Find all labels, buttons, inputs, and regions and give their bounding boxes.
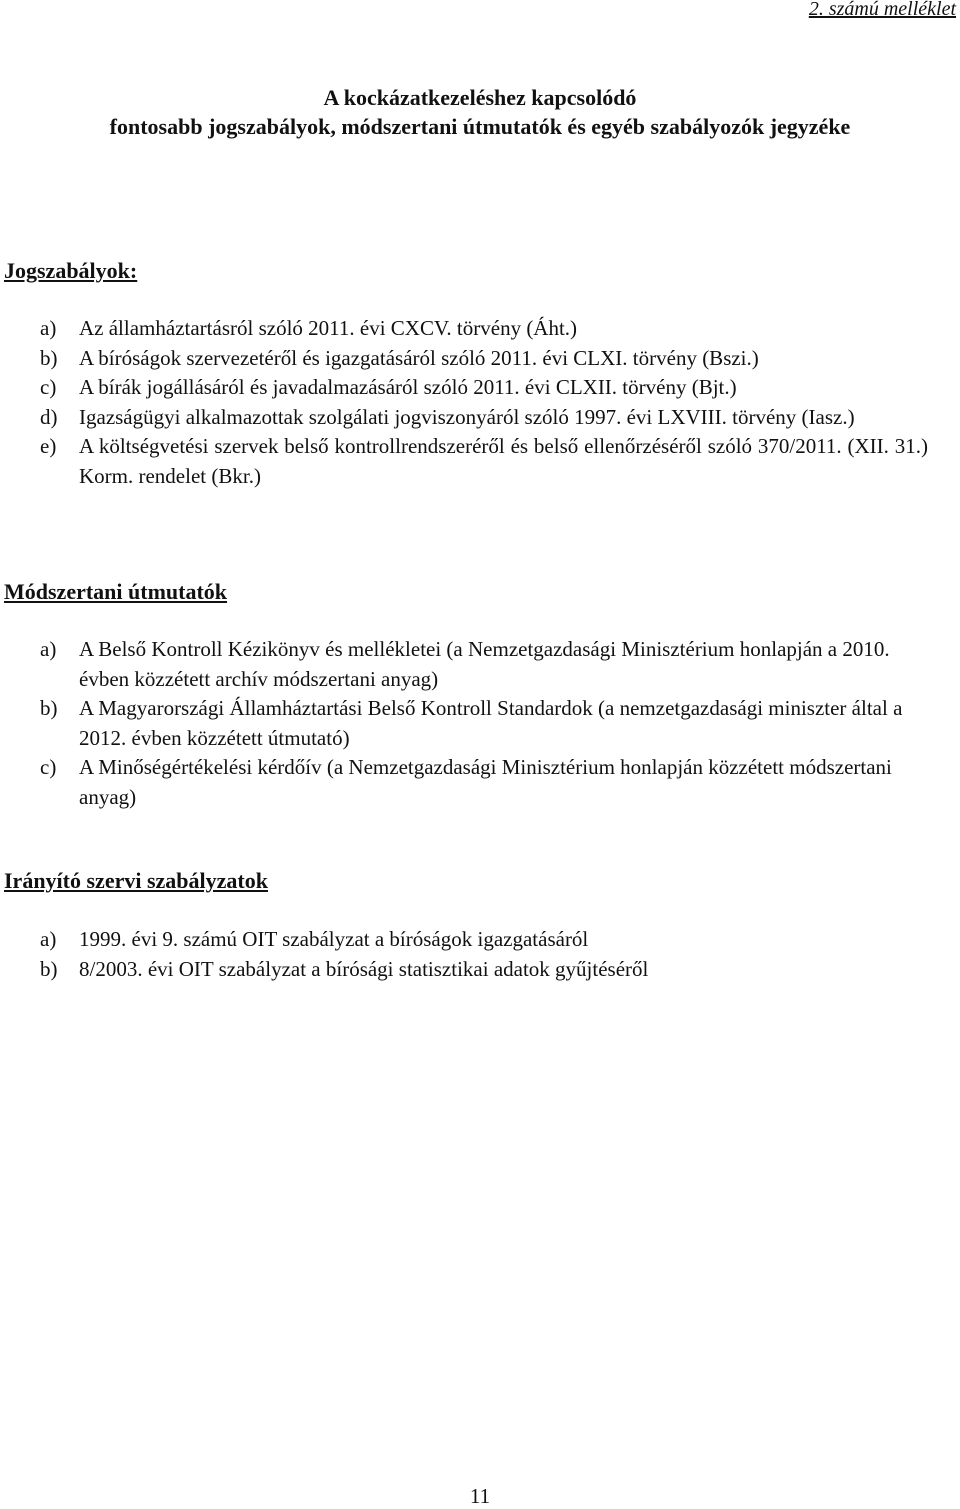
document-title-line-1: A kockázatkezeléshez kapcsolódó — [323, 85, 637, 110]
document-title-line-2: fontosabb jogszabályok, módszertani útmutatók és egyéb szabályozók jegyzéke — [109, 114, 851, 139]
list-item-text: Igazságügyi alkalmazottak szolgálati jogviszonyáról szóló 1997. évi LXVIII. törvény (Iasz.) — [79, 404, 855, 429]
methods-list — [0, 635, 960, 812]
list-item-text: A bírák jogállásáról és javadalmazásáról szóló 2011. évi CLXII. törvény (Bjt.) — [79, 375, 737, 399]
regulations-heading: Irányító szervi szabályzatok — [4, 868, 268, 893]
list-item-letter: a) — [40, 316, 57, 340]
list-item-text: 8/2003. évi OIT szabályzat a bírósági statisztikai adatok gyűjtéséről — [79, 956, 649, 981]
list-item-letter: c) — [40, 375, 57, 399]
list-item-text: Az államháztartásról szóló 2011. évi CXCV. törvény (Áht.) — [79, 316, 578, 340]
list-item-letter: c) — [40, 755, 57, 779]
list-item-text: 1999. évi 9. számú OIT szabályzat a bíróságok igazgatásáról — [79, 927, 589, 951]
list-item-letter: b) — [40, 956, 58, 981]
regulations-list — [0, 925, 960, 984]
list-item-text: A bíróságok szervezetéről és igazgatásáról szóló 2011. évi CLXI. törvény (Bszi.) — [79, 345, 759, 370]
list-item-text: A Minőségértékelési kérdőív (a Nemzetgazdasági Minisztérium honlapján közzétett módszertani anyag) — [79, 755, 892, 809]
list-item — [0, 955, 960, 985]
list-item — [0, 694, 960, 753]
list-item-text: A Belső Kontroll Kézikönyv és mellékletei (a Nemzetgazdasági Minisztérium honlapján a 2010. évben közzétett archív módszertani anyag) — [79, 637, 890, 691]
list-item-letter: b) — [40, 345, 58, 370]
annex-label: 2. számú melléklet — [808, 0, 956, 20]
list-item — [0, 344, 960, 374]
list-item-letter: b) — [40, 696, 58, 720]
list-item — [0, 753, 960, 812]
list-item-letter: a) — [40, 927, 57, 951]
list-item-text: A költségvetési szervek belső kontrollrendszeréről és belső ellenőrzéséről szóló 370/2011. (XII. 31.) Korm. rendelet (Bkr.) — [79, 434, 928, 488]
list-item — [0, 314, 960, 344]
list-item — [0, 635, 960, 694]
list-item — [0, 925, 960, 955]
list-item-letter: d) — [40, 404, 58, 429]
list-item-text: A Magyarországi Államháztartási Belső Kontroll Standardok (a nemzetgazdasági miniszter által a 2012. évben közzétett útmutató) — [79, 696, 903, 750]
list-item-letter: a) — [40, 637, 57, 661]
list-item — [0, 373, 960, 403]
page-number: 11 — [469, 1484, 491, 1508]
methods-heading: Módszertani útmutatók — [4, 579, 228, 604]
list-item — [0, 403, 960, 433]
laws-list — [0, 314, 960, 491]
laws-heading: Jogszabályok: — [4, 258, 138, 283]
list-item-letter: e) — [40, 434, 57, 458]
list-item — [0, 432, 960, 491]
